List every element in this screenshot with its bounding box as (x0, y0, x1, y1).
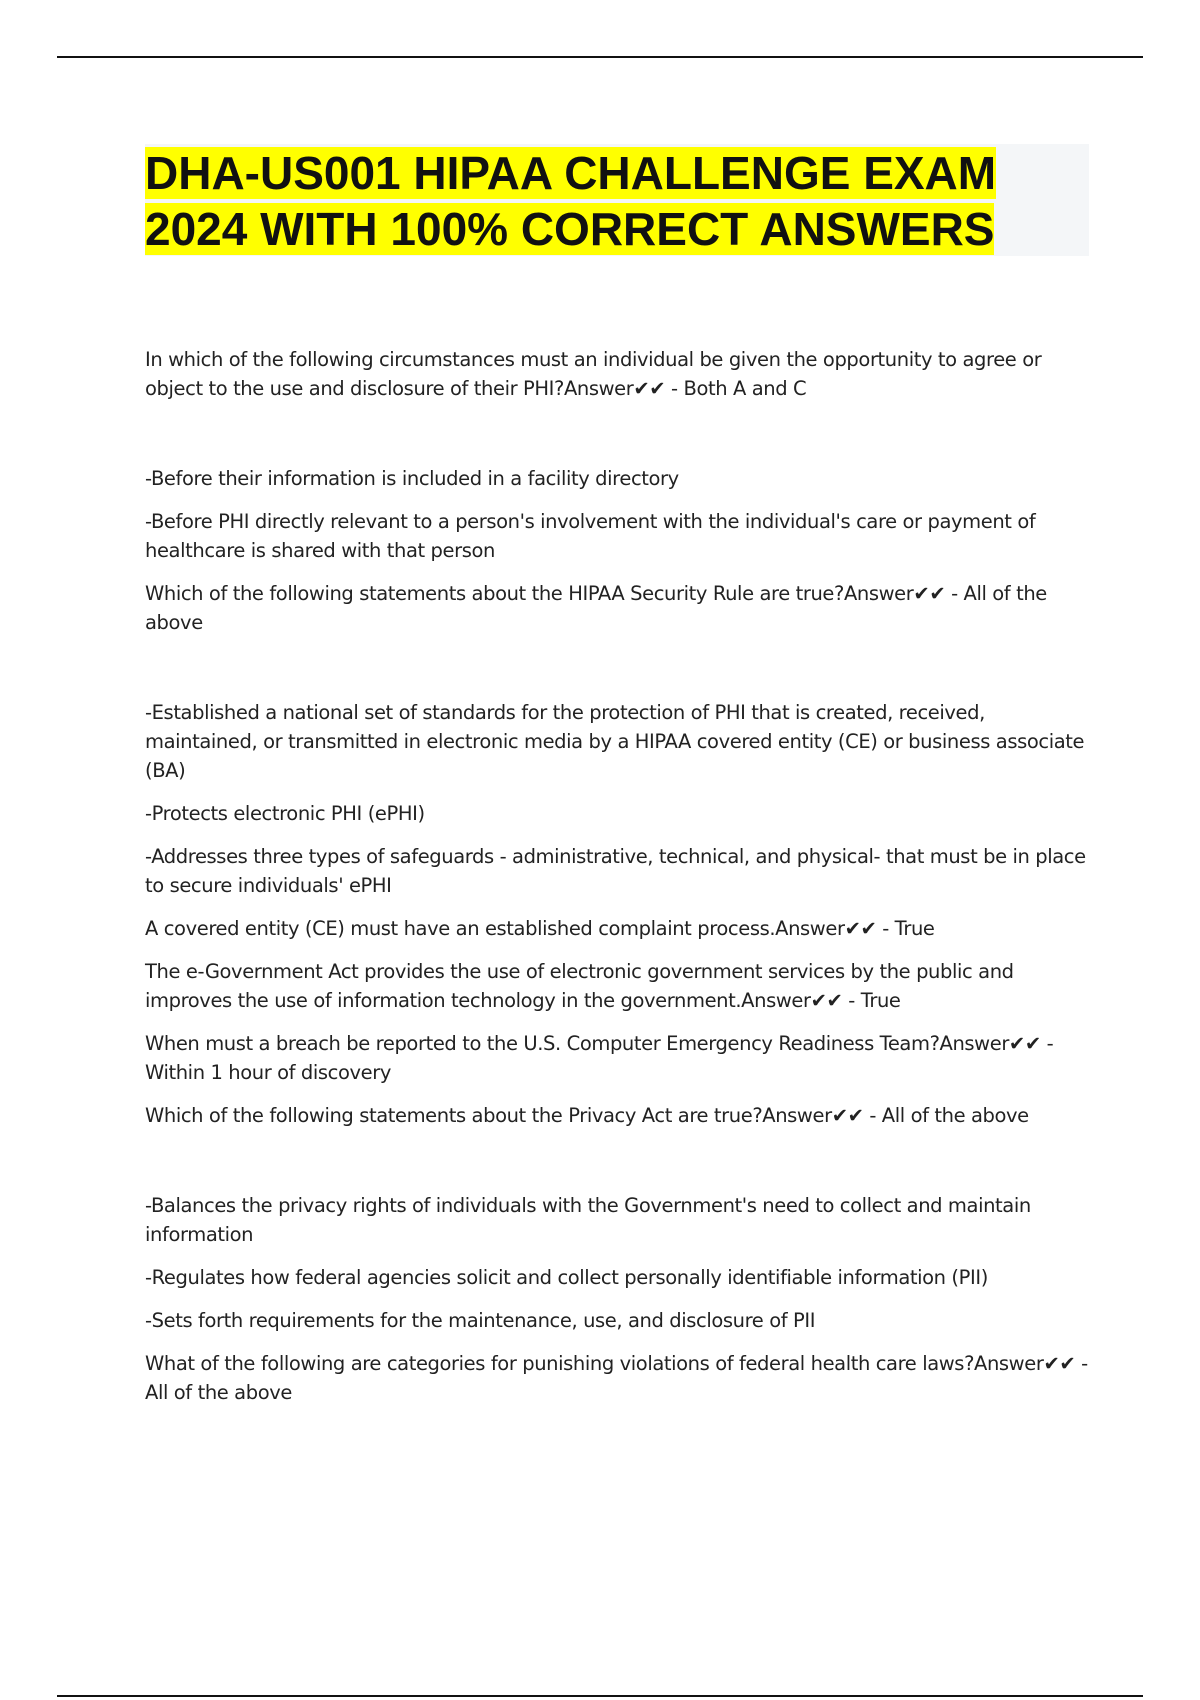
option-bullet: -Established a national set of standards for the protection of PHI that is created, received, maintained, or transmitted in electronic media by a HIPAA covered entity (CE) or business associate (BA) (145, 701, 1085, 782)
bottom-rule (57, 1695, 1143, 1697)
option-bullet: -Addresses three types of safeguards - administrative, technical, and physical- that must be in place to secure individuals' ePHI (145, 845, 1086, 897)
option-bullet: -Protects electronic PHI (ePHI) (145, 802, 425, 825)
top-rule (57, 56, 1143, 58)
option-bullet: -Sets forth requirements for the maintenance, use, and disclosure of PII (145, 1309, 816, 1332)
option-bullet: -Before their information is included in a facility directory (145, 467, 679, 490)
document-body (145, 345, 1095, 1407)
question-1: In which of the following circumstances must an individual be given the opportunity to agree or object to the use and disclosure of their PHI?Answer✔✔ - Both A and C (145, 348, 1042, 400)
question-4: The e-Government Act provides the use of electronic government services by the public and improves the use of information technology in the government.Answer✔✔ - True (145, 960, 1014, 1012)
title-line-2: 2024 WITH 100% CORRECT ANSWERS (145, 203, 995, 255)
option-bullet: -Before PHI directly relevant to a person's involvement with the individual's care or payment of healthcare is shared with that person (145, 510, 1036, 562)
option-bullet: -Balances the privacy rights of individuals with the Government's need to collect and maintain information (145, 1194, 1031, 1246)
question-7: What of the following are categories for punishing violations of federal health care laws?Answer✔✔ - All of the above (145, 1352, 1088, 1404)
title-line-1: DHA-US001 HIPAA CHALLENGE EXAM (145, 147, 997, 199)
question-3: A covered entity (CE) must have an established complaint process.Answer✔✔ - True (145, 917, 935, 940)
option-bullet: -Regulates how federal agencies solicit and collect personally identifiable information (PII) (145, 1266, 988, 1289)
question-6: Which of the following statements about the Privacy Act are true?Answer✔✔ - All of the above (145, 1104, 1029, 1127)
question-2: Which of the following statements about the HIPAA Security Rule are true?Answer✔✔ - All of the above (145, 582, 1047, 634)
question-5: When must a breach be reported to the U.S. Computer Emergency Readiness Team?Answer✔✔ - Within 1 hour of discovery (145, 1032, 1054, 1084)
document-title (145, 145, 1040, 257)
